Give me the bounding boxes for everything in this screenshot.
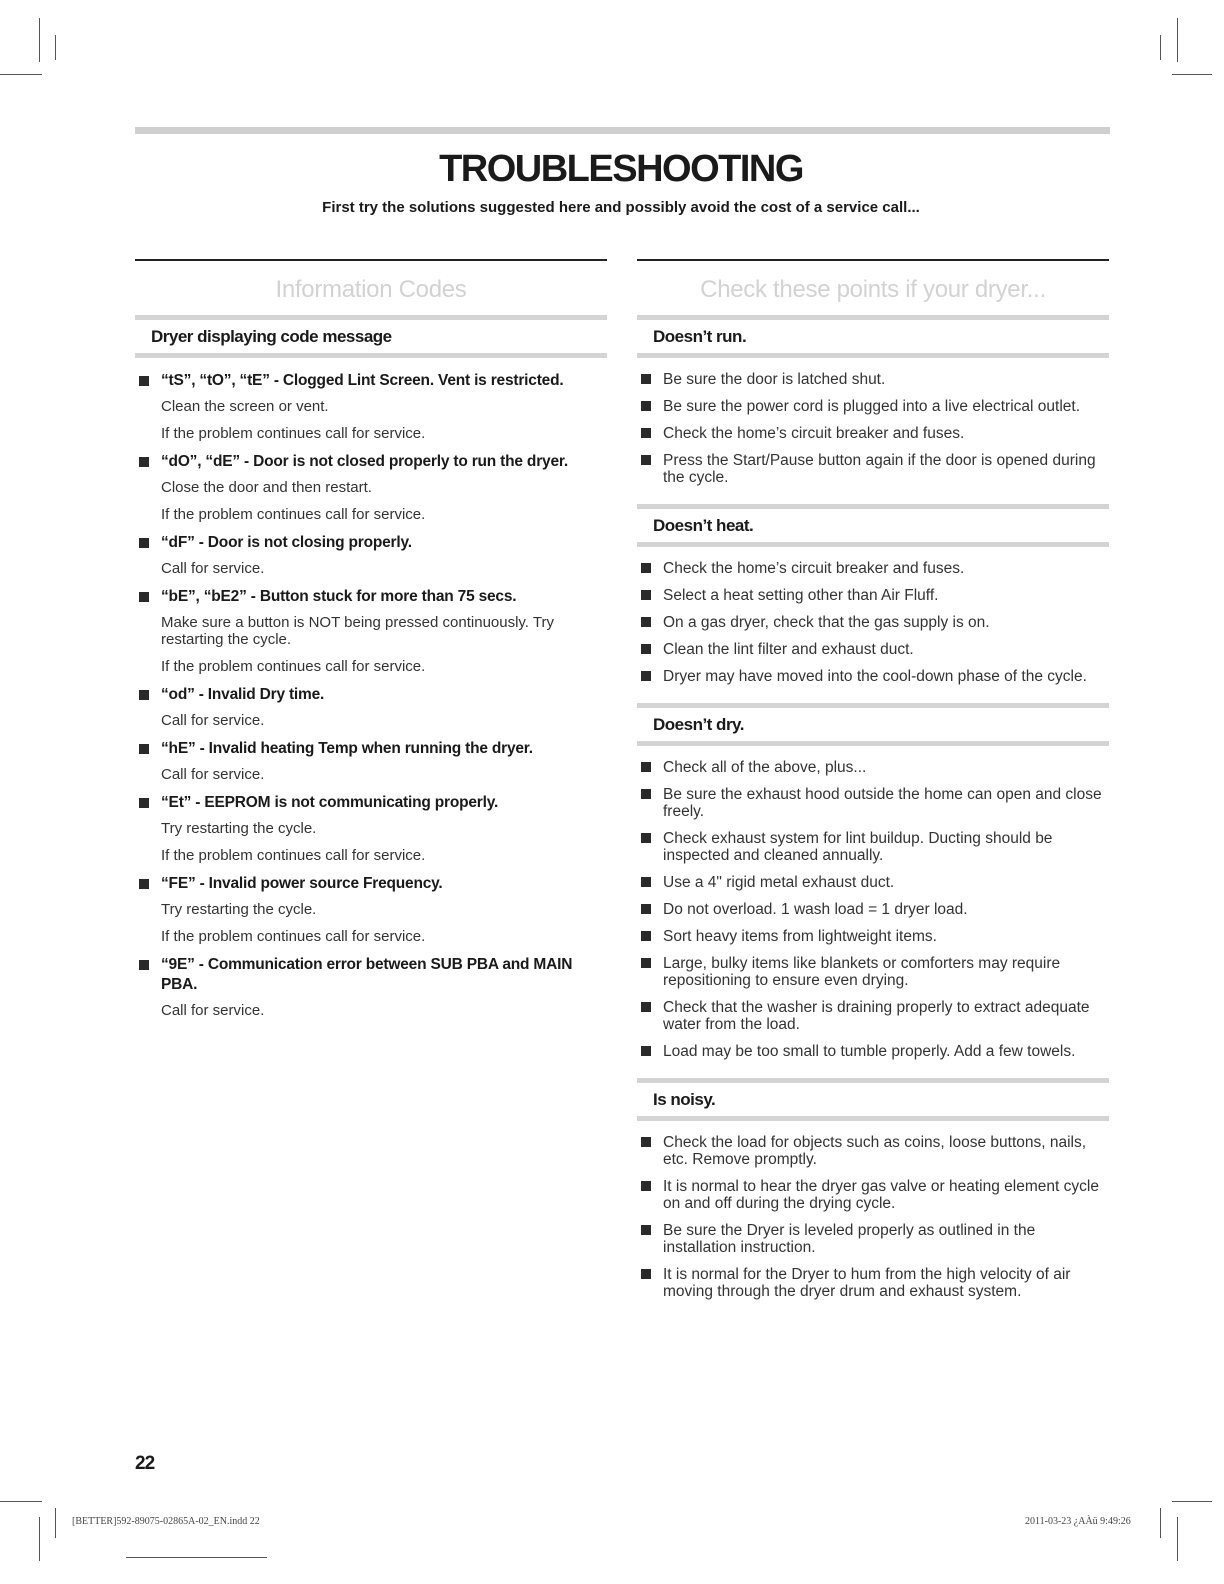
square-bullet-icon — [139, 879, 149, 889]
code-item — [135, 371, 607, 442]
page-number: 22 — [135, 1453, 155, 1474]
square-bullet-icon — [641, 644, 651, 654]
crop-mark — [1160, 35, 1161, 60]
check-item-text: Use a 4" rigid metal exhaust duct. — [663, 874, 895, 891]
check-item — [637, 1178, 1109, 1212]
check-item — [637, 999, 1109, 1033]
code-instruction: Make sure a button is NOT being pressed continuously. Try restarting the cycle. — [161, 614, 554, 648]
check-item — [637, 928, 1109, 945]
code-title: “9E” - Communication error between SUB PBA and MAIN PBA. — [161, 956, 573, 993]
square-bullet-icon — [139, 538, 149, 548]
crop-mark — [0, 74, 42, 75]
square-bullet-icon — [139, 376, 149, 386]
code-title: “bE”, “bE2” - Button stuck for more than 75 secs. — [161, 588, 517, 605]
crop-mark — [39, 18, 40, 62]
square-bullet-icon — [641, 563, 651, 573]
square-bullet-icon — [641, 958, 651, 968]
check-section — [637, 315, 1109, 500]
code-title: “Et” - EEPROM is not communicating properly. — [161, 794, 499, 811]
code-title: “FE” - Invalid power source Frequency. — [161, 875, 443, 892]
square-bullet-icon — [641, 590, 651, 600]
square-bullet-icon — [139, 690, 149, 700]
check-item-text: Check the load for objects such as coins, loose buttons, nails, etc. Remove promptly. — [663, 1134, 1087, 1168]
square-bullet-icon — [641, 931, 651, 941]
footer-date: 2011-03-23 ¿AÀü 9:49:26 — [1025, 1516, 1131, 1527]
check-item-text: Be sure the Dryer is leveled properly as outlined in the installation instruction. — [663, 1222, 1036, 1256]
check-item-text: Check that the washer is draining properly to extract adequate water from the load. — [663, 999, 1090, 1033]
check-item — [637, 874, 1109, 891]
check-sections — [637, 315, 1109, 1314]
code-instruction: Try restarting the cycle. — [161, 901, 317, 918]
crop-mark — [55, 1508, 56, 1538]
square-bullet-icon — [641, 374, 651, 384]
check-item-text: Load may be too small to tumble properly. Add a few towels. — [663, 1043, 1076, 1060]
check-item-text: On a gas dryer, check that the gas supply is on. — [663, 614, 990, 631]
check-item — [637, 560, 1109, 577]
section-title: Dryer displaying code message — [151, 327, 392, 346]
check-item — [637, 425, 1109, 442]
crop-mark — [1177, 18, 1178, 62]
check-item-text: It is normal for the Dryer to hum from the high velocity of air moving through the dryer drum and exhaust system. — [663, 1266, 1071, 1300]
check-item — [637, 901, 1109, 918]
check-item-text: Be sure the door is latched shut. — [663, 371, 886, 388]
check-list — [637, 358, 1109, 500]
square-bullet-icon — [641, 1002, 651, 1012]
code-instruction: If the problem continues call for service. — [161, 506, 426, 523]
check-item-text: Clean the lint filter and exhaust duct. — [663, 641, 914, 658]
square-bullet-icon — [641, 789, 651, 799]
code-title: “dO”, “dE” - Door is not closed properly to run the dryer. — [161, 453, 568, 470]
check-item-text: Dryer may have moved into the cool-down phase of the cycle. — [663, 668, 1087, 685]
code-instruction: Call for service. — [161, 712, 265, 729]
check-section-title: Doesn’t run. — [653, 327, 747, 346]
information-codes-heading: Information Codes — [275, 276, 467, 303]
square-bullet-icon — [139, 744, 149, 754]
code-instruction: If the problem continues call for service. — [161, 847, 426, 864]
check-item — [637, 759, 1109, 776]
square-bullet-icon — [641, 877, 651, 887]
footer-underline — [126, 1557, 267, 1558]
information-codes-column — [135, 259, 607, 1029]
square-bullet-icon — [139, 798, 149, 808]
check-item-text: Select a heat setting other than Air Fluff. — [663, 587, 939, 604]
square-bullet-icon — [139, 457, 149, 467]
check-item — [637, 786, 1109, 820]
square-bullet-icon — [641, 1269, 651, 1279]
crop-mark — [1177, 1517, 1178, 1561]
check-item — [637, 1266, 1109, 1300]
code-instruction: If the problem continues call for service. — [161, 658, 426, 675]
check-item — [637, 641, 1109, 658]
square-bullet-icon — [139, 960, 149, 970]
code-item — [135, 587, 607, 675]
code-title: “od” - Invalid Dry time. — [161, 686, 325, 703]
check-section-title: Doesn’t heat. — [653, 516, 754, 535]
check-item — [637, 587, 1109, 604]
check-item — [637, 955, 1109, 989]
crop-mark — [55, 35, 56, 60]
square-bullet-icon — [641, 1046, 651, 1056]
check-item — [637, 830, 1109, 864]
check-item — [637, 1222, 1109, 1256]
check-section — [637, 504, 1109, 699]
footer-file-name: [BETTER]592-89075-02865A-02_EN.indd 22 — [72, 1516, 260, 1527]
crop-mark — [1172, 1501, 1212, 1502]
code-title: “hE” - Invalid heating Temp when running the dryer. — [161, 740, 533, 757]
square-bullet-icon — [641, 401, 651, 411]
check-item — [637, 452, 1109, 486]
code-instruction: Call for service. — [161, 560, 265, 577]
crop-mark — [1160, 1508, 1161, 1538]
square-bullet-icon — [641, 762, 651, 772]
code-item — [135, 793, 607, 864]
code-instruction: Call for service. — [161, 766, 265, 783]
crop-mark — [0, 1501, 42, 1502]
check-item-text: Check the home’s circuit breaker and fuses. — [663, 425, 965, 442]
square-bullet-icon — [641, 455, 651, 465]
check-item-text: Press the Start/Pause button again if the door is opened during the cycle. — [663, 452, 1096, 486]
check-section-title: Is noisy. — [653, 1090, 716, 1109]
square-bullet-icon — [641, 1225, 651, 1235]
check-item — [637, 668, 1109, 685]
check-item-text: Check exhaust system for lint buildup. Ducting should be inspected and cleaned annually. — [663, 830, 1053, 864]
check-item — [637, 1043, 1109, 1060]
check-item-text: Check all of the above, plus... — [663, 759, 867, 776]
square-bullet-icon — [641, 833, 651, 843]
code-item — [135, 533, 607, 577]
code-instruction: Clean the screen or vent. — [161, 398, 329, 415]
square-bullet-icon — [641, 671, 651, 681]
check-item-text: Check the home’s circuit breaker and fuses. — [663, 560, 965, 577]
check-list — [637, 547, 1109, 699]
code-list — [135, 358, 607, 1019]
square-bullet-icon — [139, 592, 149, 602]
code-instruction: If the problem continues call for service. — [161, 928, 426, 945]
code-item — [135, 685, 607, 729]
code-instruction: Call for service. — [161, 1002, 265, 1019]
check-item — [637, 614, 1109, 631]
check-section — [637, 703, 1109, 1074]
check-section — [637, 1078, 1109, 1314]
check-list — [637, 1121, 1109, 1314]
check-points-column — [637, 259, 1109, 1314]
check-points-heading: Check these points if your dryer... — [700, 276, 1046, 303]
square-bullet-icon — [641, 617, 651, 627]
check-item-text: Sort heavy items from lightweight items. — [663, 928, 937, 945]
check-item-text: It is normal to hear the dryer gas valve or heating element cycle on and off during the drying cycle. — [663, 1178, 1099, 1212]
code-instruction: If the problem continues call for service. — [161, 425, 426, 442]
check-list — [637, 746, 1109, 1074]
crop-mark — [1172, 74, 1212, 75]
square-bullet-icon — [641, 1137, 651, 1147]
check-item-text: Be sure the exhaust hood outside the home can open and close freely. — [663, 786, 1102, 820]
page-title: TROUBLESHOOTING — [439, 148, 803, 190]
square-bullet-icon — [641, 904, 651, 914]
square-bullet-icon — [641, 1181, 651, 1191]
check-item-text: Do not overload. 1 wash load = 1 dryer load. — [663, 901, 968, 918]
top-rule — [135, 127, 1110, 134]
check-section-title: Doesn’t dry. — [653, 715, 744, 734]
code-instruction: Try restarting the cycle. — [161, 820, 317, 837]
code-item — [135, 874, 607, 945]
code-title: “tS”, “tO”, “tE” - Clogged Lint Screen. Vent is restricted. — [161, 372, 564, 389]
crop-mark — [39, 1517, 40, 1561]
check-item — [637, 1134, 1109, 1168]
check-item-text: Be sure the power cord is plugged into a live electrical outlet. — [663, 398, 1081, 415]
check-item — [637, 371, 1109, 388]
code-item — [135, 452, 607, 523]
page-subtitle: First try the solutions suggested here and possibly avoid the cost of a service call... — [322, 199, 920, 216]
check-item-text: Large, bulky items like blankets or comforters may require repositioning to ensure even drying. — [663, 955, 1061, 989]
code-instruction: Close the door and then restart. — [161, 479, 372, 496]
code-item — [135, 739, 607, 783]
check-item — [637, 398, 1109, 415]
code-item — [135, 955, 607, 1019]
square-bullet-icon — [641, 428, 651, 438]
code-title: “dF” - Door is not closing properly. — [161, 534, 412, 551]
